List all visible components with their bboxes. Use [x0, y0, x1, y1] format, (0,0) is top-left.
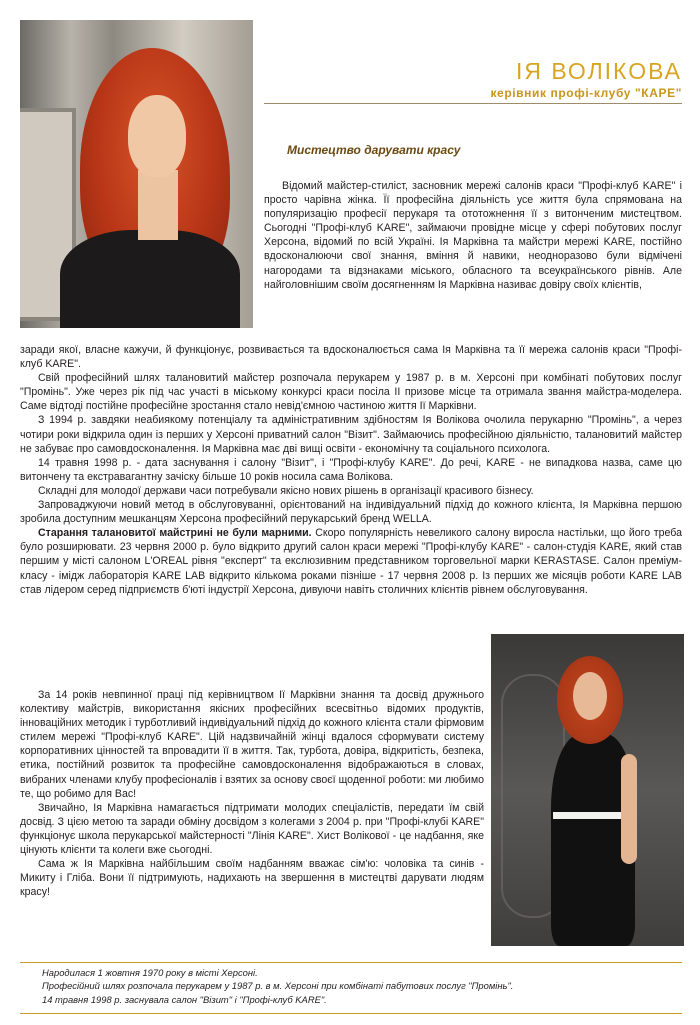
person-title: керівник профі-клубу "КАРЕ"	[490, 86, 682, 100]
neck	[138, 170, 178, 240]
intro-paragraph: Відомий майстер-стиліст, засновник мережі салонів краси "Профі-клуб KARE" і просто чарівна жінка. Її професійна діяльність усе життя була спрямована на популяризацію професії перукаря та ототожнення її з витонченим мистецтвом. Сьогодні "Профі-клуб KARE", займаючи провідне місце у сфері побутових послуг Херсона, відомий по всій Україні. Ія Марківна та майстри мережі KARE, постійно вдосконалюючи свої знання, вміння й навики, неодноразово були відмічені нагородами та відзнаками міського, обласного та всеукраїнського рівнів. Але найголовнішим своїм досягненням Ія Марківна називає довіру своїх клієнтів,	[264, 180, 682, 291]
section-heading: Мистецтво дарувати красу	[287, 143, 461, 157]
jacket	[60, 230, 240, 328]
footer-line: Народилася 1 жовтня 1970 року в місті Херсоні.	[42, 967, 258, 978]
paragraph: За 14 років невпинної праці під керівництвом Ії Марківни знання та досвід дружнього колективу майстрів, використання якісних професійних всесвітньо відомих продуктів, інноваційних методик і турботливий індивідуальний підхід до кожного клієнта стали фірмовим стилем мережі "Профі-клуб KARE". Цій надзвичайній жінці вдалося сформувати систему корпоративних цінностей та впровадити її в життя. Так, турбота, довіра, відкритість, безпека, етика, постійний розвиток та професійне самовдосконалення відображаються в словах, вибраних членами клубу професіоналів і взятих за основу своєї щоденної роботи: ми любимо те, що робимо для Вас!	[20, 689, 484, 800]
paragraph: Складні для молодої держави часи потребували якісно нових рішень в організації красивого бізнесу.	[38, 484, 534, 497]
paragraph: Звичайно, Ія Марківна намагається підтримати молодих спеціалістів, передати їм свій досвід. З цією метою та заради обміну досвідом з колегами з 2004 р. при "Профі-клубі KARE" функціонує школа перукарської майстерності "Лінія KARE". Хист Волікової - це надбання, яке цінують клієнти та колеги вже сьогодні.	[20, 801, 484, 857]
bio-footer	[20, 962, 682, 1014]
face	[573, 672, 607, 720]
bold-lead: Старання талановитої майстрині не були марними.	[38, 527, 312, 540]
main-text	[20, 343, 682, 597]
paragraph: Запроваджуючи новий метод в обслуговуванні, орієнтований на індивідуальний підхід до кожного клієнта, Ія Марківна першою зробила доступним мешканцям Херсона професійний перукарський бренд WELLA.	[20, 499, 682, 526]
paragraph: 14 травня 1998 р. - дата заснування і салону "Візит", і "Профі-клубу KARE". До речі, KARE - не випадкова назва, саме цю витончену та екстравагантну зачіску більше 10 років носила сама Волікова.	[20, 456, 682, 483]
full-length-photo	[491, 634, 684, 946]
paragraph: Свій професійний шлях талановитий майстер розпочала перукарем у 1987 р. в м. Херсоні при комбінаті побутових послуг "Промінь". Уже через рік під час участі в міському конкурсі краси посіла ІІ призове місце та отримала звання майстра-моделера. Саме відтоді постійне професійне зростання стало невід'ємною частиною життя Ії Марківни.	[20, 372, 682, 413]
face	[128, 95, 186, 177]
footer-line: 14 травня 1998 р. заснувала салон "Візит" і "Профі-клуб KARE".	[42, 993, 327, 1005]
intro-continuation: заради якої, власне кажучи, й функціонує, розвивається та вдосконалюється сама Ія Марківна та її мережа салонів краси "Профі-клуб KARE".	[20, 344, 682, 371]
intro-text	[264, 179, 682, 292]
paragraph-rest: Скоро популярність невеликого салону виросла настільки, що його треба було розширювати. 23 червня 2000 р. було відкрито другий салон краси мережі "Профі-клубу KARE" - салон-студія KARE, який став першим у місті салоном L'OREAL рівня "експерт" та екслюзивним представником торговельної марки KERASTASE. Салон преміум-класу - імідж лабораторія KARE LAB відкрито кількома роками пізніше - 17 червня 2008 р. Із перших же місяців роботи KARE LAB став лідером серед підприємств б'юті індустрії Херсона, дивуючи навіть столичних клієнтів рівнем обслуговування.	[20, 527, 682, 596]
footer-line: Професійний шлях розпочала перукарем у 1987 р. в м. Херсоні при комбінаті пабутових послуг "Промінь".	[42, 980, 514, 992]
narrow-text	[20, 688, 484, 899]
paragraph: З 1994 р. завдяки неабиякому потенціалу та адміністративним здібностям Ія Волікова очолила перукарню "Промінь", а через чотири роки відкрила один із перших у Херсоні приватний салон "Візит". Займаючись професійною діяльністю, талановитий майстер не забуває про самовдосконалення. Ія Марківна має дві вищі освіти - економічну та соціального психолога.	[20, 414, 682, 455]
paragraph: Сама ж Ія Марківна найбільшим своїм надбанням вважає сім'ю: чоловіка та синів - Микиту і Гліба. Вони її підтримують, надихають на звершення в мистецтві дарувати людям красу!	[20, 858, 484, 899]
person-name: ІЯ ВОЛІКОВА	[515, 58, 682, 84]
header-rule	[264, 103, 682, 104]
portrait-photo	[20, 20, 253, 328]
paragraph	[20, 526, 682, 596]
arm	[621, 754, 637, 864]
